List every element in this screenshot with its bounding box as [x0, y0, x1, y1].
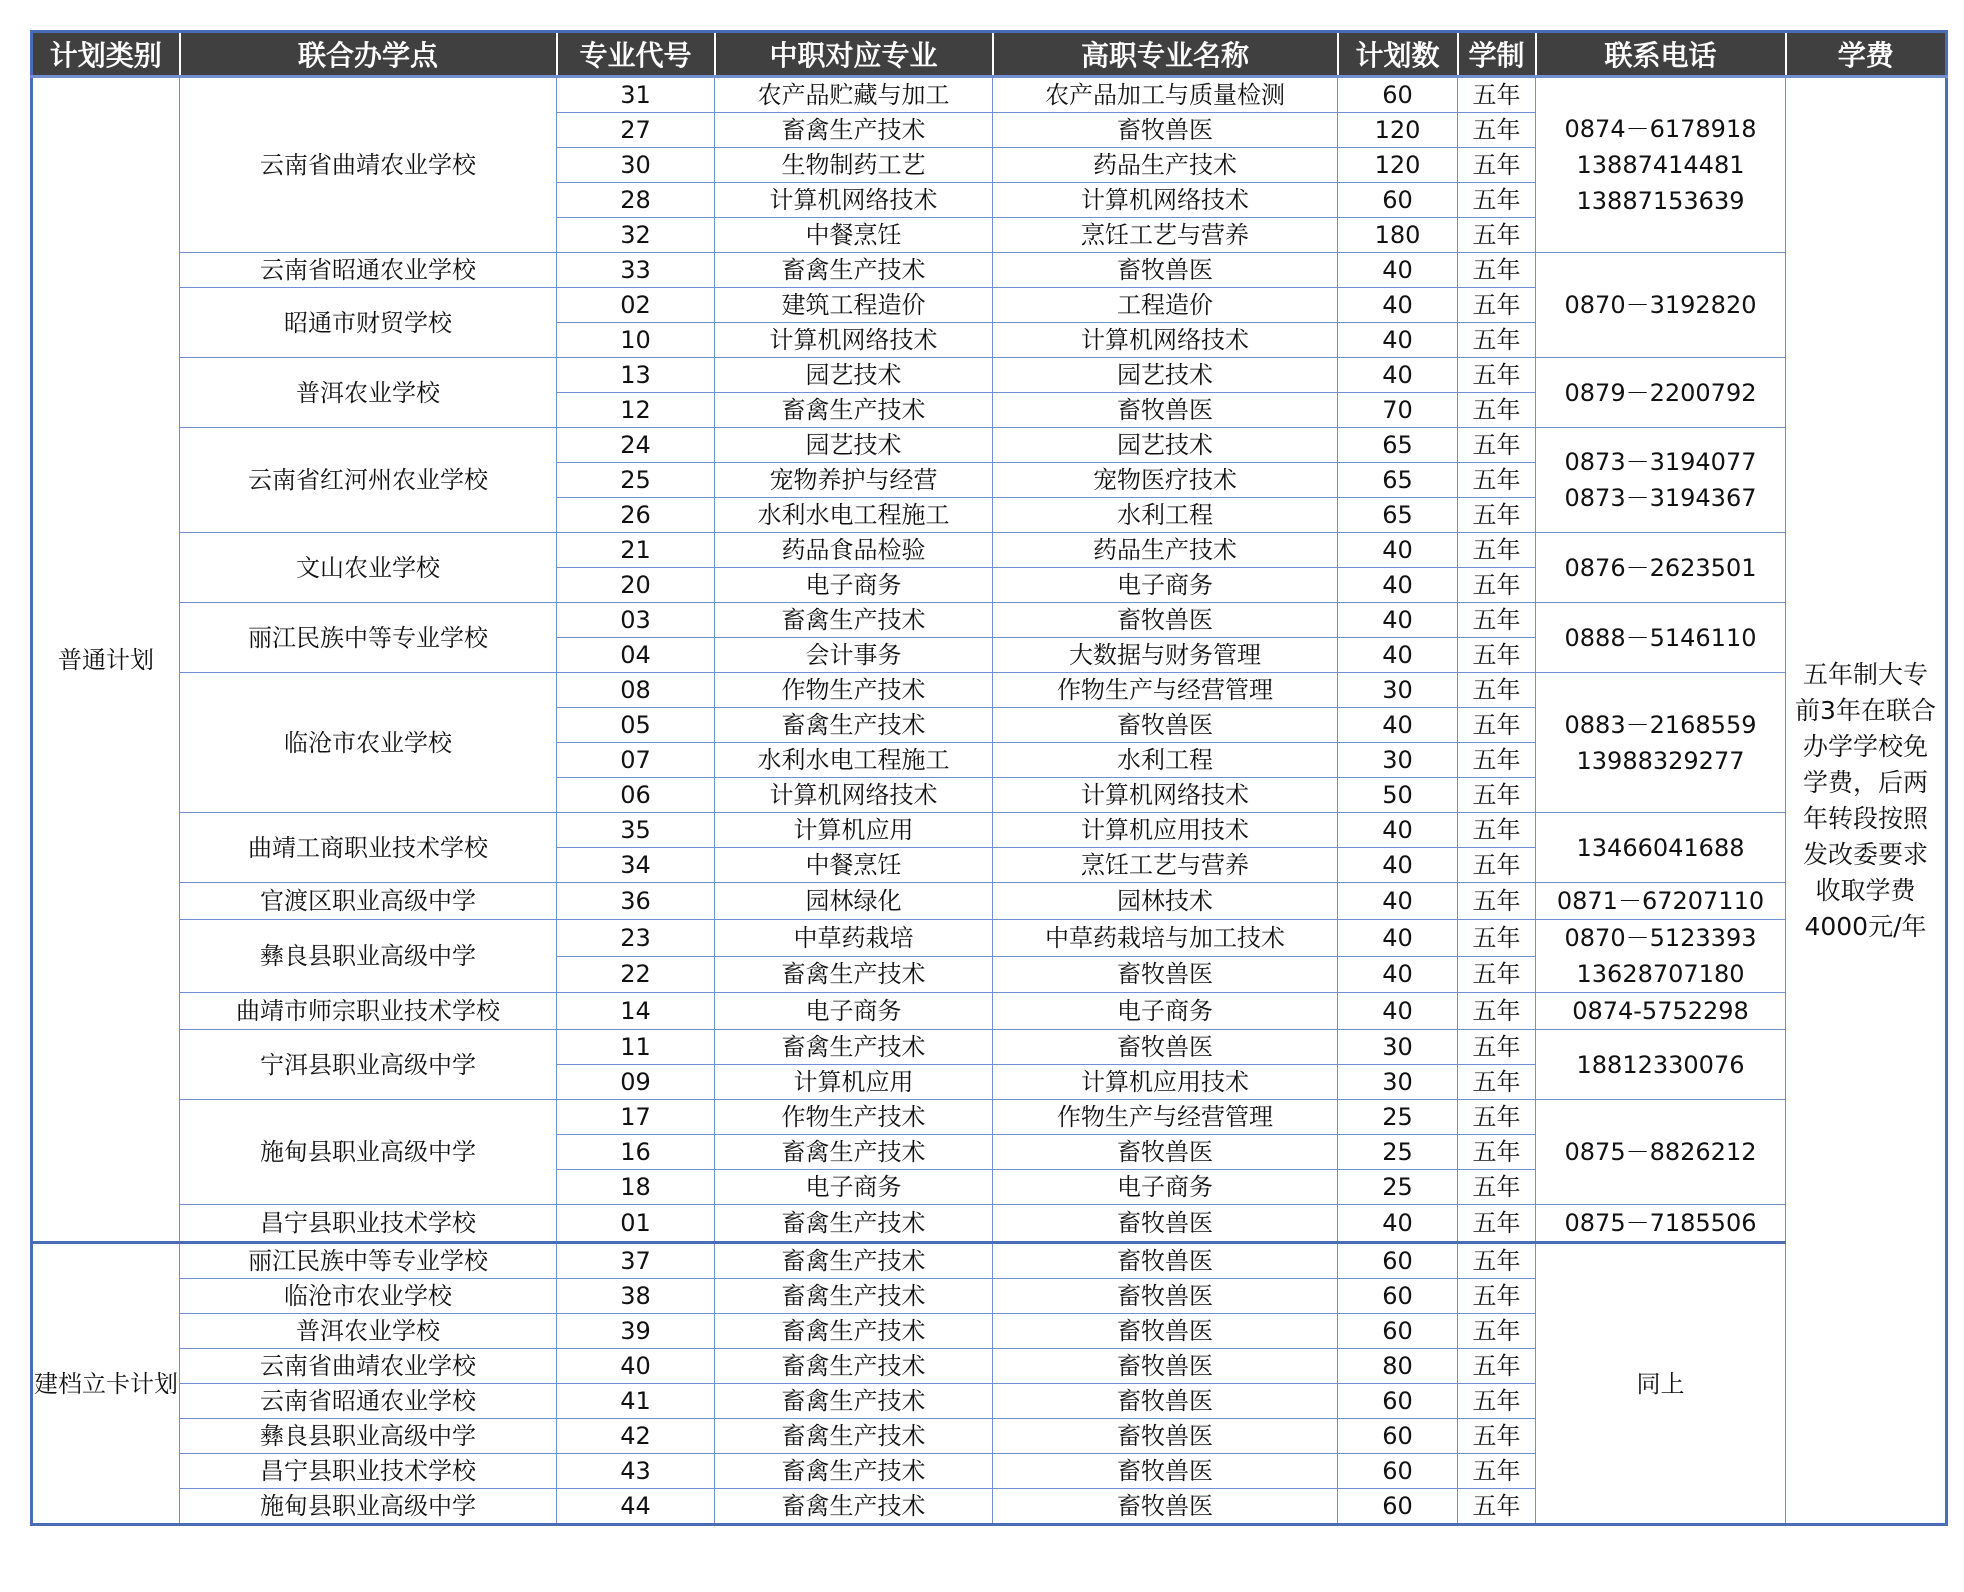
higher-major-cell: 畜牧兽医: [993, 393, 1338, 428]
school-cell: 丽江民族中等专业学校: [180, 603, 557, 673]
plan-count-cell: 40: [1338, 358, 1458, 393]
code-cell: 03: [557, 603, 715, 638]
phone-number: 0873－3194077: [1564, 448, 1757, 476]
higher-major-cell: 药品生产技术: [993, 533, 1338, 568]
phone-cell: [1536, 358, 1786, 428]
header-plan-count: 计划数: [1338, 32, 1458, 77]
header-category: 计划类别: [32, 32, 180, 77]
higher-major-cell: 中草药栽培与加工技术: [993, 920, 1338, 957]
higher-major-cell: 大数据与财务管理: [993, 638, 1338, 673]
plan-count-cell: 120: [1338, 113, 1458, 148]
phone-cell: [1536, 813, 1786, 883]
school-cell: 云南省昭通农业学校: [180, 1384, 557, 1419]
phone-number: 0874－6178918: [1564, 115, 1757, 143]
phone-number: 0871－67207110: [1556, 887, 1765, 915]
table-row: [32, 358, 1947, 393]
code-cell: 14: [557, 993, 715, 1030]
phone-cell: [1536, 77, 1786, 253]
code-cell: 04: [557, 638, 715, 673]
plan-count-cell: 65: [1338, 463, 1458, 498]
plan-count-cell: 50: [1338, 778, 1458, 813]
phone-number: 0873－3194367: [1564, 484, 1757, 512]
phone-number: 0879－2200792: [1564, 378, 1757, 407]
plan-count-cell: 25: [1338, 1135, 1458, 1170]
secondary-major-cell: 生物制药工艺: [715, 148, 993, 183]
code-cell: 01: [557, 1205, 715, 1243]
header-row: [32, 32, 1947, 77]
header-code: 专业代号: [557, 32, 715, 77]
duration-cell: 五年: [1458, 218, 1536, 253]
duration-cell: 五年: [1458, 1419, 1536, 1454]
plan-count-cell: 40: [1338, 813, 1458, 848]
code-cell: 27: [557, 113, 715, 148]
code-cell: 43: [557, 1454, 715, 1489]
duration-cell: 五年: [1458, 1279, 1536, 1314]
code-cell: 12: [557, 393, 715, 428]
school-cell: 宁洱县职业高级中学: [180, 1030, 557, 1100]
table-row: [32, 428, 1947, 463]
category-cell: 普通计划: [32, 77, 180, 1243]
secondary-major-cell: 畜禽生产技术: [715, 1135, 993, 1170]
phone-number: 0870－5123393: [1564, 924, 1757, 952]
duration-cell: 五年: [1458, 603, 1536, 638]
higher-major-cell: 烹饪工艺与营养: [993, 848, 1338, 883]
secondary-major-cell: 畜禽生产技术: [715, 956, 993, 993]
secondary-major-cell: 计算机网络技术: [715, 323, 993, 358]
plan-count-cell: 30: [1338, 673, 1458, 708]
higher-major-cell: 作物生产与经营管理: [993, 1100, 1338, 1135]
secondary-major-cell: 中餐烹饪: [715, 848, 993, 883]
higher-major-cell: 计算机网络技术: [993, 778, 1338, 813]
higher-major-cell: 畜牧兽医: [993, 956, 1338, 993]
plan-count-cell: 60: [1338, 1243, 1458, 1279]
higher-major-cell: 畜牧兽医: [993, 1030, 1338, 1065]
higher-major-cell: 畜牧兽医: [993, 1279, 1338, 1314]
table-body: [32, 77, 1947, 1525]
secondary-major-cell: 畜禽生产技术: [715, 1349, 993, 1384]
code-cell: 33: [557, 253, 715, 288]
school-cell: 临沧市农业学校: [180, 1279, 557, 1314]
code-cell: 06: [557, 778, 715, 813]
code-cell: 05: [557, 708, 715, 743]
higher-major-cell: 电子商务: [993, 568, 1338, 603]
higher-major-cell: 畜牧兽医: [993, 1419, 1338, 1454]
duration-cell: 五年: [1458, 393, 1536, 428]
phone-cell: [1536, 603, 1786, 673]
phone-number: 13988329277: [1576, 746, 1745, 775]
secondary-major-cell: 畜禽生产技术: [715, 1384, 993, 1419]
duration-cell: 五年: [1458, 1243, 1536, 1279]
code-cell: 30: [557, 148, 715, 183]
higher-major-cell: 园艺技术: [993, 428, 1338, 463]
higher-major-cell: 畜牧兽医: [993, 1314, 1338, 1349]
header-higher-major: 高职专业名称: [993, 32, 1338, 77]
phone-cell: [1536, 673, 1786, 813]
code-cell: 35: [557, 813, 715, 848]
header-phone: 联系电话: [1536, 32, 1786, 77]
phone-cell: [1536, 1030, 1786, 1100]
plan-count-cell: 40: [1338, 993, 1458, 1030]
higher-major-cell: 计算机网络技术: [993, 183, 1338, 218]
plan-count-cell: 120: [1338, 148, 1458, 183]
secondary-major-cell: 电子商务: [715, 568, 993, 603]
duration-cell: 五年: [1458, 323, 1536, 358]
plan-count-cell: 25: [1338, 1170, 1458, 1205]
duration-cell: 五年: [1458, 1314, 1536, 1349]
higher-major-cell: 作物生产与经营管理: [993, 673, 1338, 708]
duration-cell: 五年: [1458, 883, 1536, 920]
school-cell: 云南省昭通农业学校: [180, 253, 557, 288]
higher-major-cell: 工程造价: [993, 288, 1338, 323]
secondary-major-cell: 宠物养护与经营: [715, 463, 993, 498]
secondary-major-cell: 电子商务: [715, 993, 993, 1030]
higher-major-cell: 计算机应用技术: [993, 813, 1338, 848]
phone-number: 18812330076: [1576, 1050, 1745, 1079]
plan-count-cell: 40: [1338, 253, 1458, 288]
secondary-major-cell: 畜禽生产技术: [715, 1489, 993, 1525]
higher-major-cell: 畜牧兽医: [993, 708, 1338, 743]
duration-cell: 五年: [1458, 1170, 1536, 1205]
plan-count-cell: 60: [1338, 1419, 1458, 1454]
school-cell: 临沧市农业学校: [180, 673, 557, 813]
secondary-major-cell: 园艺技术: [715, 428, 993, 463]
higher-major-cell: 药品生产技术: [993, 148, 1338, 183]
phone-number: 0888－5146110: [1564, 623, 1757, 652]
secondary-major-cell: 水利水电工程施工: [715, 498, 993, 533]
table-row: [32, 1243, 1947, 1279]
secondary-major-cell: 计算机网络技术: [715, 183, 993, 218]
secondary-major-cell: 电子商务: [715, 1170, 993, 1205]
duration-cell: 五年: [1458, 1454, 1536, 1489]
school-cell: 施甸县职业高级中学: [180, 1489, 557, 1525]
duration-cell: 五年: [1458, 993, 1536, 1030]
header-duration: 学制: [1458, 32, 1536, 77]
code-cell: 10: [557, 323, 715, 358]
secondary-major-cell: 畜禽生产技术: [715, 1243, 993, 1279]
phone-cell: 同上: [1536, 1243, 1786, 1525]
code-cell: 23: [557, 920, 715, 957]
school-cell: 昌宁县职业技术学校: [180, 1454, 557, 1489]
school-cell: 彝良县职业高级中学: [180, 1419, 557, 1454]
duration-cell: 五年: [1458, 1349, 1536, 1384]
table-row: [32, 1205, 1947, 1243]
table-row: [32, 993, 1947, 1030]
duration-cell: 五年: [1458, 113, 1536, 148]
phone-number: 0875－8826212: [1564, 1138, 1757, 1166]
plan-count-cell: 40: [1338, 708, 1458, 743]
phone-cell: [1536, 253, 1786, 358]
plan-count-cell: 40: [1338, 288, 1458, 323]
secondary-major-cell: 中草药栽培: [715, 920, 993, 957]
category-cell: 建档立卡计划: [32, 1243, 180, 1525]
code-cell: 25: [557, 463, 715, 498]
duration-cell: 五年: [1458, 743, 1536, 778]
duration-cell: 五年: [1458, 920, 1536, 957]
higher-major-cell: 水利工程: [993, 743, 1338, 778]
phone-number: 13887153639: [1576, 187, 1745, 215]
plan-count-cell: 30: [1338, 743, 1458, 778]
school-cell: 昭通市财贸学校: [180, 288, 557, 358]
duration-cell: 五年: [1458, 1100, 1536, 1135]
phone-cell: [1536, 920, 1786, 993]
phone-number: 0874-5752298: [1572, 997, 1749, 1025]
tuition-note-cell: 五年制大专前3年在联合办学学校免学费，后两年转段按照发改委要求收取学费4000元/年: [1786, 77, 1947, 1525]
duration-cell: 五年: [1458, 463, 1536, 498]
higher-major-cell: 计算机应用技术: [993, 1065, 1338, 1100]
duration-cell: 五年: [1458, 813, 1536, 848]
table-row: [32, 603, 1947, 638]
higher-major-cell: 水利工程: [993, 498, 1338, 533]
school-cell: 官渡区职业高级中学: [180, 883, 557, 920]
plan-count-cell: 30: [1338, 1030, 1458, 1065]
secondary-major-cell: 建筑工程造价: [715, 288, 993, 323]
code-cell: 20: [557, 568, 715, 603]
secondary-major-cell: 水利水电工程施工: [715, 743, 993, 778]
secondary-major-cell: 计算机应用: [715, 813, 993, 848]
code-cell: 18: [557, 1170, 715, 1205]
header-tuition: 学费: [1786, 32, 1947, 77]
code-cell: 37: [557, 1243, 715, 1279]
higher-major-cell: 畜牧兽医: [993, 1135, 1338, 1170]
table-row: [32, 673, 1947, 708]
table-row: [32, 253, 1947, 288]
code-cell: 13: [557, 358, 715, 393]
higher-major-cell: 畜牧兽医: [993, 603, 1338, 638]
phone-number: 13628707180: [1576, 960, 1745, 988]
code-cell: 17: [557, 1100, 715, 1135]
secondary-major-cell: 畜禽生产技术: [715, 113, 993, 148]
duration-cell: 五年: [1458, 638, 1536, 673]
plan-count-cell: 40: [1338, 323, 1458, 358]
secondary-major-cell: 园林绿化: [715, 883, 993, 920]
secondary-major-cell: 畜禽生产技术: [715, 708, 993, 743]
header-secondary-major: 中职对应专业: [715, 32, 993, 77]
duration-cell: 五年: [1458, 253, 1536, 288]
secondary-major-cell: 畜禽生产技术: [715, 1314, 993, 1349]
secondary-major-cell: 园艺技术: [715, 358, 993, 393]
table-row: [32, 920, 1947, 957]
higher-major-cell: 畜牧兽医: [993, 253, 1338, 288]
higher-major-cell: 烹饪工艺与营养: [993, 218, 1338, 253]
higher-major-cell: 电子商务: [993, 1170, 1338, 1205]
table-row: [32, 1030, 1947, 1065]
plan-count-cell: 40: [1338, 920, 1458, 957]
code-cell: 31: [557, 77, 715, 113]
code-cell: 36: [557, 883, 715, 920]
school-cell: 普洱农业学校: [180, 358, 557, 428]
plan-count-cell: 180: [1338, 218, 1458, 253]
code-cell: 34: [557, 848, 715, 883]
school-cell: 云南省曲靖农业学校: [180, 77, 557, 253]
header-school: 联合办学点: [180, 32, 557, 77]
code-cell: 09: [557, 1065, 715, 1100]
plan-count-cell: 60: [1338, 183, 1458, 218]
plan-count-cell: 40: [1338, 883, 1458, 920]
secondary-major-cell: 计算机应用: [715, 1065, 993, 1100]
secondary-major-cell: 计算机网络技术: [715, 778, 993, 813]
table-row: [32, 813, 1947, 848]
secondary-major-cell: 畜禽生产技术: [715, 603, 993, 638]
duration-cell: 五年: [1458, 77, 1536, 113]
school-cell: 曲靖市师宗职业技术学校: [180, 993, 557, 1030]
phone-number: 0876－2623501: [1564, 553, 1757, 582]
secondary-major-cell: 作物生产技术: [715, 673, 993, 708]
plan-count-cell: 60: [1338, 1489, 1458, 1525]
duration-cell: 五年: [1458, 778, 1536, 813]
school-cell: 文山农业学校: [180, 533, 557, 603]
plan-count-cell: 40: [1338, 956, 1458, 993]
plan-count-cell: 60: [1338, 77, 1458, 113]
plan-count-cell: 40: [1338, 848, 1458, 883]
plan-count-cell: 40: [1338, 568, 1458, 603]
duration-cell: 五年: [1458, 848, 1536, 883]
plan-count-cell: 65: [1338, 428, 1458, 463]
duration-cell: 五年: [1458, 956, 1536, 993]
plan-count-cell: 60: [1338, 1454, 1458, 1489]
phone-number: 0883－2168559: [1564, 710, 1757, 739]
secondary-major-cell: 药品食品检验: [715, 533, 993, 568]
duration-cell: 五年: [1458, 358, 1536, 393]
plan-count-cell: 60: [1338, 1314, 1458, 1349]
higher-major-cell: 畜牧兽医: [993, 1489, 1338, 1525]
plan-count-cell: 40: [1338, 1205, 1458, 1243]
phone-cell: [1536, 993, 1786, 1030]
enrollment-plan-table: [30, 30, 1948, 1526]
higher-major-cell: 农产品加工与质量检测: [993, 77, 1338, 113]
plan-count-cell: 40: [1338, 533, 1458, 568]
table-row: [32, 883, 1947, 920]
higher-major-cell: 园林技术: [993, 883, 1338, 920]
duration-cell: 五年: [1458, 1205, 1536, 1243]
code-cell: 32: [557, 218, 715, 253]
code-cell: 41: [557, 1384, 715, 1419]
code-cell: 11: [557, 1030, 715, 1065]
phone-cell: [1536, 428, 1786, 533]
phone-cell: [1536, 883, 1786, 920]
duration-cell: 五年: [1458, 1030, 1536, 1065]
school-cell: 云南省红河州农业学校: [180, 428, 557, 533]
code-cell: 16: [557, 1135, 715, 1170]
duration-cell: 五年: [1458, 1135, 1536, 1170]
secondary-major-cell: 畜禽生产技术: [715, 1419, 993, 1454]
higher-major-cell: 宠物医疗技术: [993, 463, 1338, 498]
higher-major-cell: 畜牧兽医: [993, 1205, 1338, 1243]
duration-cell: 五年: [1458, 708, 1536, 743]
code-cell: 44: [557, 1489, 715, 1525]
plan-count-cell: 60: [1338, 1279, 1458, 1314]
phone-number: 0870－3192820: [1564, 291, 1757, 319]
school-cell: 丽江民族中等专业学校: [180, 1243, 557, 1279]
table-row: [32, 533, 1947, 568]
code-cell: 24: [557, 428, 715, 463]
plan-count-cell: 30: [1338, 1065, 1458, 1100]
higher-major-cell: 电子商务: [993, 993, 1338, 1030]
secondary-major-cell: 作物生产技术: [715, 1100, 993, 1135]
duration-cell: 五年: [1458, 428, 1536, 463]
code-cell: 22: [557, 956, 715, 993]
table-row: [32, 77, 1947, 113]
higher-major-cell: 畜牧兽医: [993, 1349, 1338, 1384]
secondary-major-cell: 会计事务: [715, 638, 993, 673]
phone-number: 13887414481: [1576, 151, 1745, 179]
plan-count-cell: 40: [1338, 638, 1458, 673]
code-cell: 26: [557, 498, 715, 533]
higher-major-cell: 畜牧兽医: [993, 1454, 1338, 1489]
school-cell: 普洱农业学校: [180, 1314, 557, 1349]
duration-cell: 五年: [1458, 533, 1536, 568]
plan-count-cell: 80: [1338, 1349, 1458, 1384]
higher-major-cell: 园艺技术: [993, 358, 1338, 393]
duration-cell: 五年: [1458, 1065, 1536, 1100]
plan-count-cell: 70: [1338, 393, 1458, 428]
code-cell: 07: [557, 743, 715, 778]
secondary-major-cell: 畜禽生产技术: [715, 253, 993, 288]
duration-cell: 五年: [1458, 1489, 1536, 1525]
school-cell: 施甸县职业高级中学: [180, 1100, 557, 1205]
secondary-major-cell: 畜禽生产技术: [715, 1030, 993, 1065]
school-cell: 曲靖工商职业技术学校: [180, 813, 557, 883]
duration-cell: 五年: [1458, 568, 1536, 603]
secondary-major-cell: 畜禽生产技术: [715, 393, 993, 428]
duration-cell: 五年: [1458, 498, 1536, 533]
phone-cell: [1536, 533, 1786, 603]
code-cell: 38: [557, 1279, 715, 1314]
higher-major-cell: 畜牧兽医: [993, 113, 1338, 148]
higher-major-cell: 畜牧兽医: [993, 1384, 1338, 1419]
duration-cell: 五年: [1458, 148, 1536, 183]
secondary-major-cell: 中餐烹饪: [715, 218, 993, 253]
plan-count-cell: 60: [1338, 1384, 1458, 1419]
code-cell: 02: [557, 288, 715, 323]
phone-cell: [1536, 1100, 1786, 1205]
secondary-major-cell: 农产品贮藏与加工: [715, 77, 993, 113]
code-cell: 28: [557, 183, 715, 218]
duration-cell: 五年: [1458, 183, 1536, 218]
phone-cell: [1536, 1205, 1786, 1243]
table-row: [32, 1100, 1947, 1135]
code-cell: 39: [557, 1314, 715, 1349]
secondary-major-cell: 畜禽生产技术: [715, 1454, 993, 1489]
plan-count-cell: 65: [1338, 498, 1458, 533]
code-cell: 08: [557, 673, 715, 708]
secondary-major-cell: 畜禽生产技术: [715, 1205, 993, 1243]
duration-cell: 五年: [1458, 673, 1536, 708]
code-cell: 40: [557, 1349, 715, 1384]
secondary-major-cell: 畜禽生产技术: [715, 1279, 993, 1314]
school-cell: 昌宁县职业技术学校: [180, 1205, 557, 1243]
duration-cell: 五年: [1458, 1384, 1536, 1419]
higher-major-cell: 计算机网络技术: [993, 323, 1338, 358]
code-cell: 21: [557, 533, 715, 568]
phone-number: 13466041688: [1576, 833, 1745, 862]
phone-number: 0875－7185506: [1564, 1209, 1757, 1237]
duration-cell: 五年: [1458, 288, 1536, 323]
plan-count-cell: 40: [1338, 603, 1458, 638]
enrollment-plan-table-wrapper: [30, 30, 1945, 1526]
school-cell: 云南省曲靖农业学校: [180, 1349, 557, 1384]
higher-major-cell: 畜牧兽医: [993, 1243, 1338, 1279]
plan-count-cell: 25: [1338, 1100, 1458, 1135]
school-cell: 彝良县职业高级中学: [180, 920, 557, 993]
code-cell: 42: [557, 1419, 715, 1454]
